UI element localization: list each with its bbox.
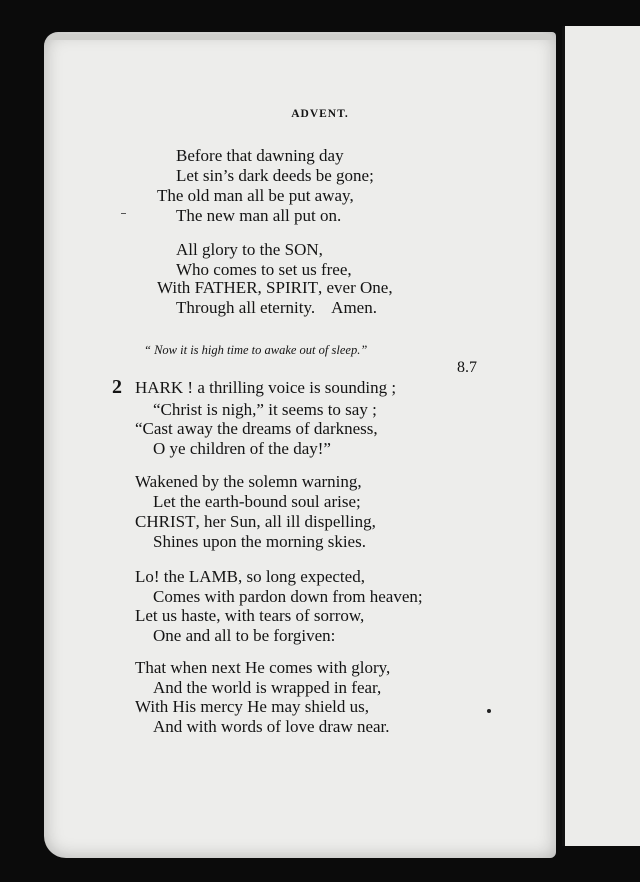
verse-line: Wakened by the solemn warning,	[135, 472, 362, 491]
verse-line: Shines upon the morning skies.	[153, 532, 366, 551]
verse-line: With His mercy He may shield us,	[135, 697, 369, 716]
verse-line: And the world is wrapped in fear,	[153, 678, 382, 697]
verse-line: The old man all be put away,	[157, 186, 354, 205]
ink-spot	[487, 709, 491, 713]
verse-line: Let sin’s dark deeds be gone;	[176, 166, 374, 185]
verse-line: One and all to be forgiven:	[153, 626, 336, 645]
verse-line: That when next He comes with glory,	[135, 658, 391, 677]
print-mark	[121, 213, 126, 214]
divine-name: CHRIST	[135, 512, 196, 531]
divine-name: SON	[284, 240, 319, 259]
verse-line: Lo! the LAMB, so long expected,	[135, 567, 365, 586]
hymn-number: 2	[112, 376, 122, 398]
verse-line: Let us haste, with tears of sorrow,	[135, 606, 365, 625]
verse-line: “Cast away the dreams of darkness,	[135, 419, 378, 438]
verse-line: O ye children of the day!”	[153, 439, 331, 458]
verse-line: Before that dawning day	[176, 146, 344, 165]
initial-word: HARK	[135, 378, 184, 397]
verse-line: The new man all put on.	[176, 206, 342, 225]
divine-name: FATHER	[194, 278, 258, 297]
verse-line: All glory to the SON,	[176, 240, 323, 259]
epigraph: “ Now it is high time to awake out of sleep.”	[144, 343, 368, 357]
verse-line: And with words of love draw near.	[153, 717, 390, 736]
verse-line: HARK ! a thrilling voice is sounding ;	[135, 378, 397, 397]
verse-line: “Christ is nigh,” it seems to say ;	[153, 400, 377, 419]
meter-marking: 8.7	[457, 359, 477, 376]
verse-line: With FATHER, SPIRIT, ever One,	[157, 278, 393, 297]
verse-line: Who comes to set us free,	[176, 260, 352, 279]
verse-line: Through all eternity. Amen.	[176, 298, 377, 317]
verse-line: Let the earth-bound soul arise;	[153, 492, 361, 511]
verse-line: CHRIST, her Sun, all ill dispelling,	[135, 512, 376, 531]
running-head: ADVENT.	[291, 108, 349, 120]
divine-name: LAMB	[188, 567, 238, 586]
verse-line: Comes with pardon down from heaven;	[153, 587, 423, 606]
divine-name: SPIRIT	[266, 278, 319, 297]
page-top-edge	[48, 34, 552, 40]
adjacent-page	[562, 26, 640, 846]
